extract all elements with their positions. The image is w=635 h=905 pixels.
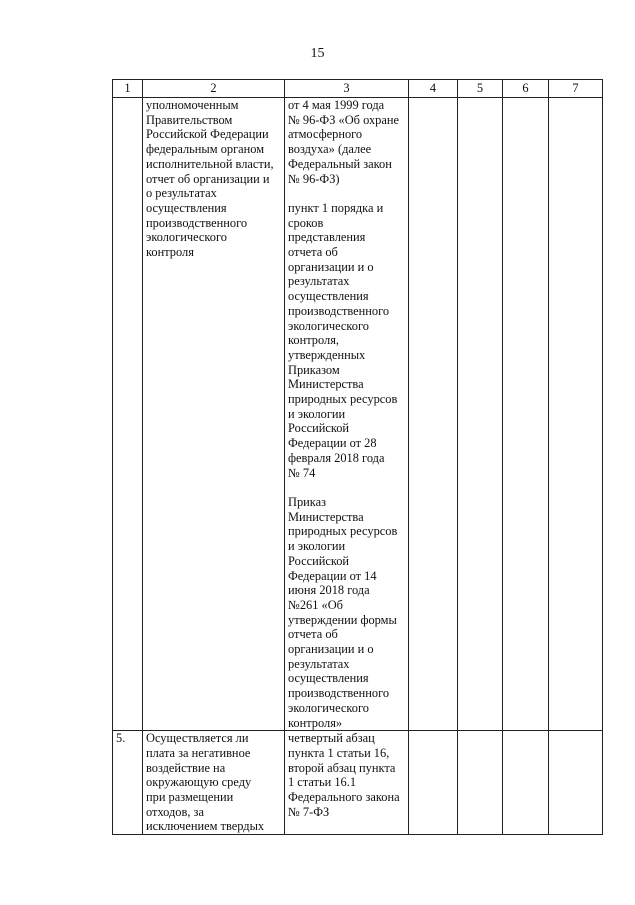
table-row xyxy=(113,731,603,835)
legal-reference: четвертый абзац пункта 1 статьи 16, второй абзац пункта 1 статьи 16.1 Федерального закона № 7-ФЗ xyxy=(285,731,409,835)
answer-cell-col7 xyxy=(549,98,603,731)
header-col-4: 4 xyxy=(409,80,458,98)
answer-cell-col4 xyxy=(409,98,458,731)
table-row xyxy=(113,98,603,731)
row-number xyxy=(113,98,143,731)
header-col-1: 1 xyxy=(113,80,143,98)
header-col-5: 5 xyxy=(458,80,503,98)
header-col-3: 3 xyxy=(285,80,409,98)
row-number: 5. xyxy=(113,731,143,835)
header-col-7: 7 xyxy=(549,80,603,98)
table-header-row xyxy=(113,80,603,98)
requirement-text: Осуществляется ли плата за негативное воздействие на окружающую среду при размещении отходов, за исключением твердых xyxy=(143,731,285,835)
requirement-text: уполномоченным Правительством Российской Федерации федеральным органом исполнительной власти, отчет об организации и о результатах осуществления производственного экологического контроля xyxy=(143,98,285,731)
header-col-2: 2 xyxy=(143,80,285,98)
answer-cell-col5 xyxy=(458,98,503,731)
answer-cell-col6 xyxy=(503,98,549,731)
header-col-6: 6 xyxy=(503,80,549,98)
answer-cell-col5 xyxy=(458,731,503,835)
legal-reference: от 4 мая 1999 года № 96-ФЗ «Об охране атмосферного воздуха» (далее Федеральный закон № 96-ФЗ) пункт 1 порядка и сроков представления отчета об организации и о результатах осуществления производственного экологического контроля, утвержденных Приказом Министерства природных ресурсов и экологии Российской Федерации от 28 февраля 2018 года № 74 Приказ Министерства природных ресурсов и экологии Российской Федерации от 14 июня 2018 года №261 «Об утверждении формы отчета об организации и о результатах осуществления производственного экологического контроля» xyxy=(285,98,409,731)
answer-cell-col7 xyxy=(549,731,603,835)
page-number: 15 xyxy=(310,46,325,61)
answer-cell-col4 xyxy=(409,731,458,835)
answer-cell-col6 xyxy=(503,731,549,835)
requirements-table xyxy=(112,79,603,835)
